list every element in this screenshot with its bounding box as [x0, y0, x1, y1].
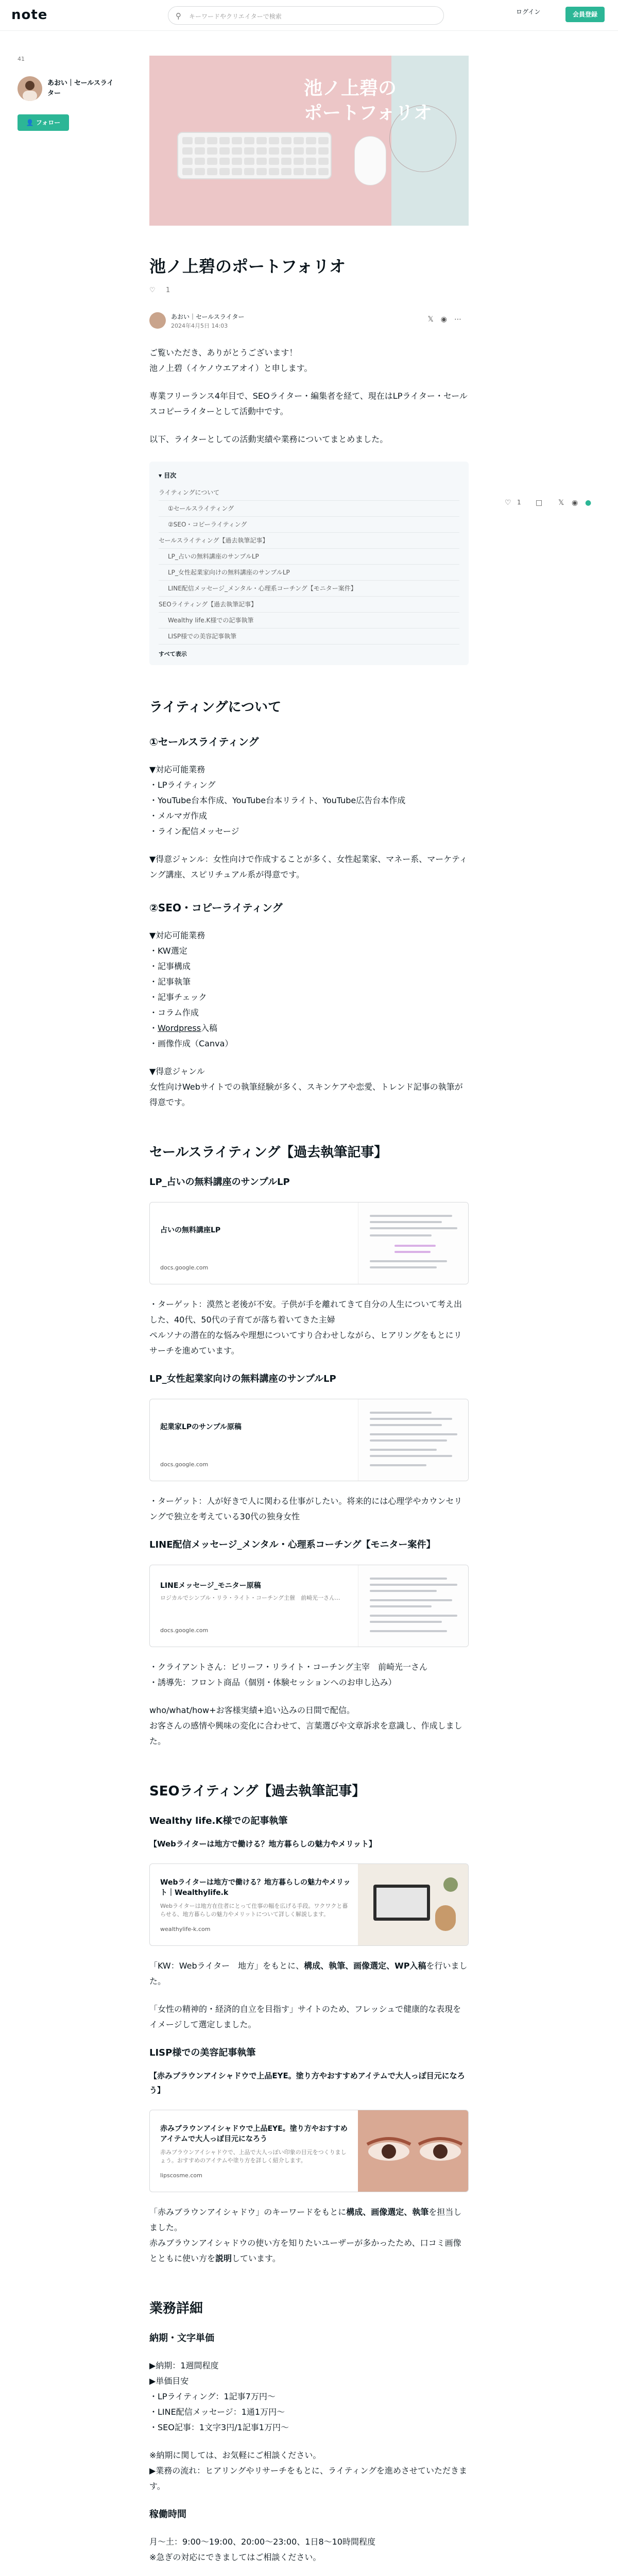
- card-description: Webライターは地方在住者にとって仕事の幅を広げる手段。ワクワクと暮らせる、地方暮らしの魅力やメリットについて詳しく解説します。: [160, 1903, 348, 1918]
- paragraph: ・ターゲット：漠然と老後が不安。子供が手を離れてきて自分の人生について考え出した、40代、50代の子育てが落ち着いてきた主婦: [149, 1299, 462, 1325]
- card-description: ロジカルでシンプル・リラ・ライト・コーチング主催 前崎光一さん...: [160, 1595, 340, 1601]
- paragraph: 「女性の精神的・経済的自立を目指す」サイトのため、フレッシュで健康的な表現をイメージして選定しました。: [149, 2004, 461, 2029]
- toc-item[interactable]: ①セールスライティング: [159, 501, 459, 517]
- paragraph: 月〜土：9:00〜19:00、20:00〜23:00、1日8〜10時間程度 ※急ぎの対応にできましてはご相談ください。: [149, 2537, 375, 2562]
- section-heading: SEOライティング【過去執筆記事】: [149, 1784, 366, 1799]
- search-input[interactable]: [168, 6, 444, 25]
- card-photo: [358, 2110, 469, 2192]
- search-icon: ⚲: [176, 11, 181, 21]
- link-card[interactable]: [149, 1399, 469, 1481]
- card-description: 赤みブラウンアイシャドウで、上品で大人っぽい印象の目元をつくりましょう。おすすめのアイテムや塗り方を詳しく紹介します。: [160, 2149, 347, 2164]
- paragraph: 専業フリーランス4年目で、SEOライター・編集者を経て、現在はLPライター・セールスコピーライターとして活動中です。: [149, 391, 468, 416]
- link-card[interactable]: [149, 1202, 469, 1284]
- article-count: 41: [18, 56, 25, 62]
- toc-item[interactable]: LISP様での美容記事執筆: [159, 629, 459, 645]
- toc-list: [159, 485, 459, 645]
- toc-item[interactable]: Wealthy life.K様での記事執筆: [159, 613, 459, 629]
- card-title: LINEメッセージ_モニター原稿: [160, 1582, 261, 1590]
- comment-icon[interactable]: □: [536, 499, 543, 507]
- subsection-heading: LINE配信メッセージ_メンタル・心理系コーチング【モニター案件】: [149, 1539, 436, 1550]
- card-photo: [358, 1864, 469, 1946]
- subsection-heading: 稼働時間: [149, 2509, 186, 2520]
- follow-button[interactable]: 👤 フォロー: [18, 114, 69, 131]
- intro-paragraph: ご覧いただき、ありがとうございます！ 池ノ上碧（イケノウエアオイ）と申します。: [149, 348, 313, 373]
- login-link[interactable]: ログイン: [516, 8, 541, 15]
- link-card[interactable]: [149, 2110, 469, 2192]
- toc-show-all[interactable]: すべて表示: [159, 651, 187, 657]
- sidebar-author-name[interactable]: あおい｜セールスライター: [47, 79, 114, 97]
- card-url: docs.google.com: [160, 1264, 209, 1271]
- card-title: 起業家LPのサンプル原稿: [160, 1423, 242, 1431]
- subsection-heading: LISP様での美容記事執筆: [149, 2047, 256, 2058]
- hero-image: [149, 56, 469, 226]
- paragraph: ▶業務の流れ：ヒアリングやリサーチをもとに、ライティングを進めさせていただきます。: [149, 2466, 467, 2491]
- x-icon[interactable]: 𝕏: [558, 499, 564, 507]
- like-count: 1: [517, 499, 521, 506]
- paragraph: 「KW：Webライター 地方」をもとに、構成、執筆、画像選定、WP入稿を行いました。: [149, 1961, 468, 1986]
- author-sidebar: [18, 56, 121, 126]
- paragraph: 「赤みブラウンアイシャドウ」のキーワードをもとに構成、画像選定、執筆を担当しました。: [149, 2207, 462, 2232]
- service-list: ▼対応可能業務 ・KW選定 ・記事構成 ・記事執筆 ・記事チェック ・コラム作成 ・Wordpress入稿 ・画像作成（Canva）: [149, 930, 233, 1048]
- avatar[interactable]: [18, 76, 42, 101]
- follow-label: フォロー: [36, 119, 61, 126]
- heart-icon[interactable]: ♡: [505, 499, 511, 507]
- toc-item[interactable]: ②SEO・コピーライティング: [159, 517, 459, 533]
- paragraph: ・ターゲット：人が好きで人に関わる仕事がしたい。将来的には心理学やカウンセリングで独立を考えている30代の独身女性: [149, 1496, 462, 1521]
- toc-item[interactable]: LP_占いの無料講座のサンプルLP: [159, 549, 459, 565]
- paragraph: 以下、ライターとしての活動実績や業務についてまとめました。: [149, 434, 388, 444]
- subsection-heading: ①セールスライティング: [149, 736, 259, 748]
- mouse-image: [354, 136, 386, 185]
- section-heading: セールスライティング【過去執筆記事】: [149, 1145, 388, 1160]
- card-url: docs.google.com: [160, 1461, 209, 1468]
- section-heading: 業務詳細: [149, 2301, 203, 2316]
- publish-date: 2024年4月5日 14:03: [171, 323, 228, 329]
- share-icons[interactable]: 𝕏◉⋯: [427, 315, 469, 324]
- site-header: [0, 0, 618, 31]
- card-url: wealthylife-k.com: [160, 1926, 211, 1933]
- author-avatar[interactable]: [149, 312, 166, 329]
- paragraph: ※納期に関しては、お気軽にご相談ください。: [149, 2450, 321, 2460]
- signup-button[interactable]: 会員登録: [565, 7, 605, 22]
- toc-item[interactable]: ライティングについて: [159, 485, 459, 501]
- link-card[interactable]: [149, 1565, 469, 1647]
- card-title: Webライターは地方で働ける？地方暮らしの魅力やメリット｜Wealthylife.k: [160, 1878, 351, 1897]
- wordpress-link[interactable]: Wordpress: [158, 1023, 201, 1033]
- card-url: lipscosme.com: [160, 2172, 202, 2179]
- card-thumbnail: [358, 1399, 469, 1481]
- like-icon[interactable]: ♡: [149, 286, 156, 294]
- like-count: 1: [166, 286, 170, 294]
- toc-item[interactable]: セールスライティング【過去執筆記事】: [159, 533, 459, 549]
- subsection-heading: LP_女性起業家向けの無料講座のサンプルLP: [149, 1374, 336, 1384]
- section-heading: ライティングについて: [149, 700, 282, 715]
- article-title: 池ノ上碧のポートフォリオ: [149, 257, 346, 276]
- toc-heading[interactable]: ▾ 目次: [159, 472, 177, 479]
- line-icon[interactable]: ●: [585, 499, 592, 507]
- paragraph: who/what/how+お客様実績+追い込みの日間で配信。 お客さんの感情や興味の変化に合わせて、言葉選びや文章訴求を意識し、作成しました。: [149, 1705, 462, 1746]
- subsection-heading: 納期・文字単価: [149, 2333, 214, 2344]
- author-name[interactable]: あおい｜セールスライター: [171, 313, 245, 320]
- paragraph: 赤みブラウンアイシャドウの使い方を知りたいユーザーが多かったため、口コミ画像とともに使い方を説明しています。: [149, 2238, 461, 2263]
- card-title: 赤みブラウンアイシャドウで上品EYE。塗り方やおすすめアイテムで大人っぽ目元になろう: [160, 2125, 348, 2143]
- article-subtitle: 【赤みブラウンアイシャドウで上品EYE。塗り方やおすすめアイテムで大人っぽ目元になろう】: [149, 2071, 465, 2095]
- toc-item[interactable]: LP_女性起業家向けの無料講座のサンプルLP: [159, 565, 459, 581]
- subsection-heading: LP_占いの無料講座のサンプルLP: [149, 1177, 290, 1188]
- pricing-list: ▶納期：1週間程度 ▶単価目安 ・LPライティング：1記事7万円〜 ・LINE配信メッセージ：1通1万円〜 ・SEO記事：1文字3円/1記事1万円〜: [149, 2361, 289, 2432]
- floating-actions: [505, 495, 608, 515]
- subsection-heading: Wealthy life.K様での記事執筆: [149, 1816, 288, 1826]
- paragraph: ・クライアントさん：ビリーフ・リライト・コーチング主宰 前崎光一さん ・誘導先：フロント商品（個別・体験セッションへのお申し込み）: [149, 1662, 428, 1687]
- article-column: [149, 56, 469, 2576]
- toc-item[interactable]: LINE配信メッセージ_メンタル・心理系コーチング【モニター案件】: [159, 581, 459, 597]
- table-of-contents: [149, 462, 469, 665]
- subsection-heading: ②SEO・コピーライティング: [149, 902, 283, 914]
- genre-paragraph: ▼得意ジャンル 女性向けWebサイトでの執筆経験が多く、スキンケアや恋愛、トレンド記事の執筆が得意です。: [149, 1066, 463, 1107]
- article-meta: [149, 286, 469, 307]
- card-thumbnail: [358, 1202, 469, 1284]
- article-subtitle: 【Webライターは地方で働ける？地方暮らしの魅力やメリット】: [149, 1839, 376, 1849]
- card-title: 占いの無料講座LP: [160, 1226, 221, 1234]
- card-url: docs.google.com: [160, 1627, 209, 1634]
- paragraph: ペルソナの潜在的な悩みや理想についてすり合わせしながら、ヒアリングをもとにリサーチを進めています。: [149, 1330, 462, 1355]
- genre-paragraph: ▼得意ジャンル：女性向けで作成することが多く、女性起業家、マネー系、マーケティング講座、スピリチュアル系が得意です。: [149, 854, 468, 879]
- search-placeholder: キーワードやクリエイターで検索: [189, 13, 282, 20]
- link-card[interactable]: [149, 1863, 469, 1946]
- toc-item[interactable]: SEOライティング【過去執筆記事】: [159, 597, 459, 613]
- hero-title: 池ノ上碧の ポートフォリオ: [304, 78, 432, 124]
- facebook-icon[interactable]: ◉: [572, 499, 578, 507]
- note-logo[interactable]: note: [11, 7, 48, 23]
- card-thumbnail: [358, 1565, 469, 1647]
- author-row: [149, 310, 469, 333]
- service-list: ▼対応可能業務 ・LPライティング ・YouTube台本作成、YouTube台本リライト、YouTube広告台本作成 ・メルマガ作成 ・ライン配信メッセージ: [149, 765, 406, 836]
- keyboard-image: [177, 132, 332, 179]
